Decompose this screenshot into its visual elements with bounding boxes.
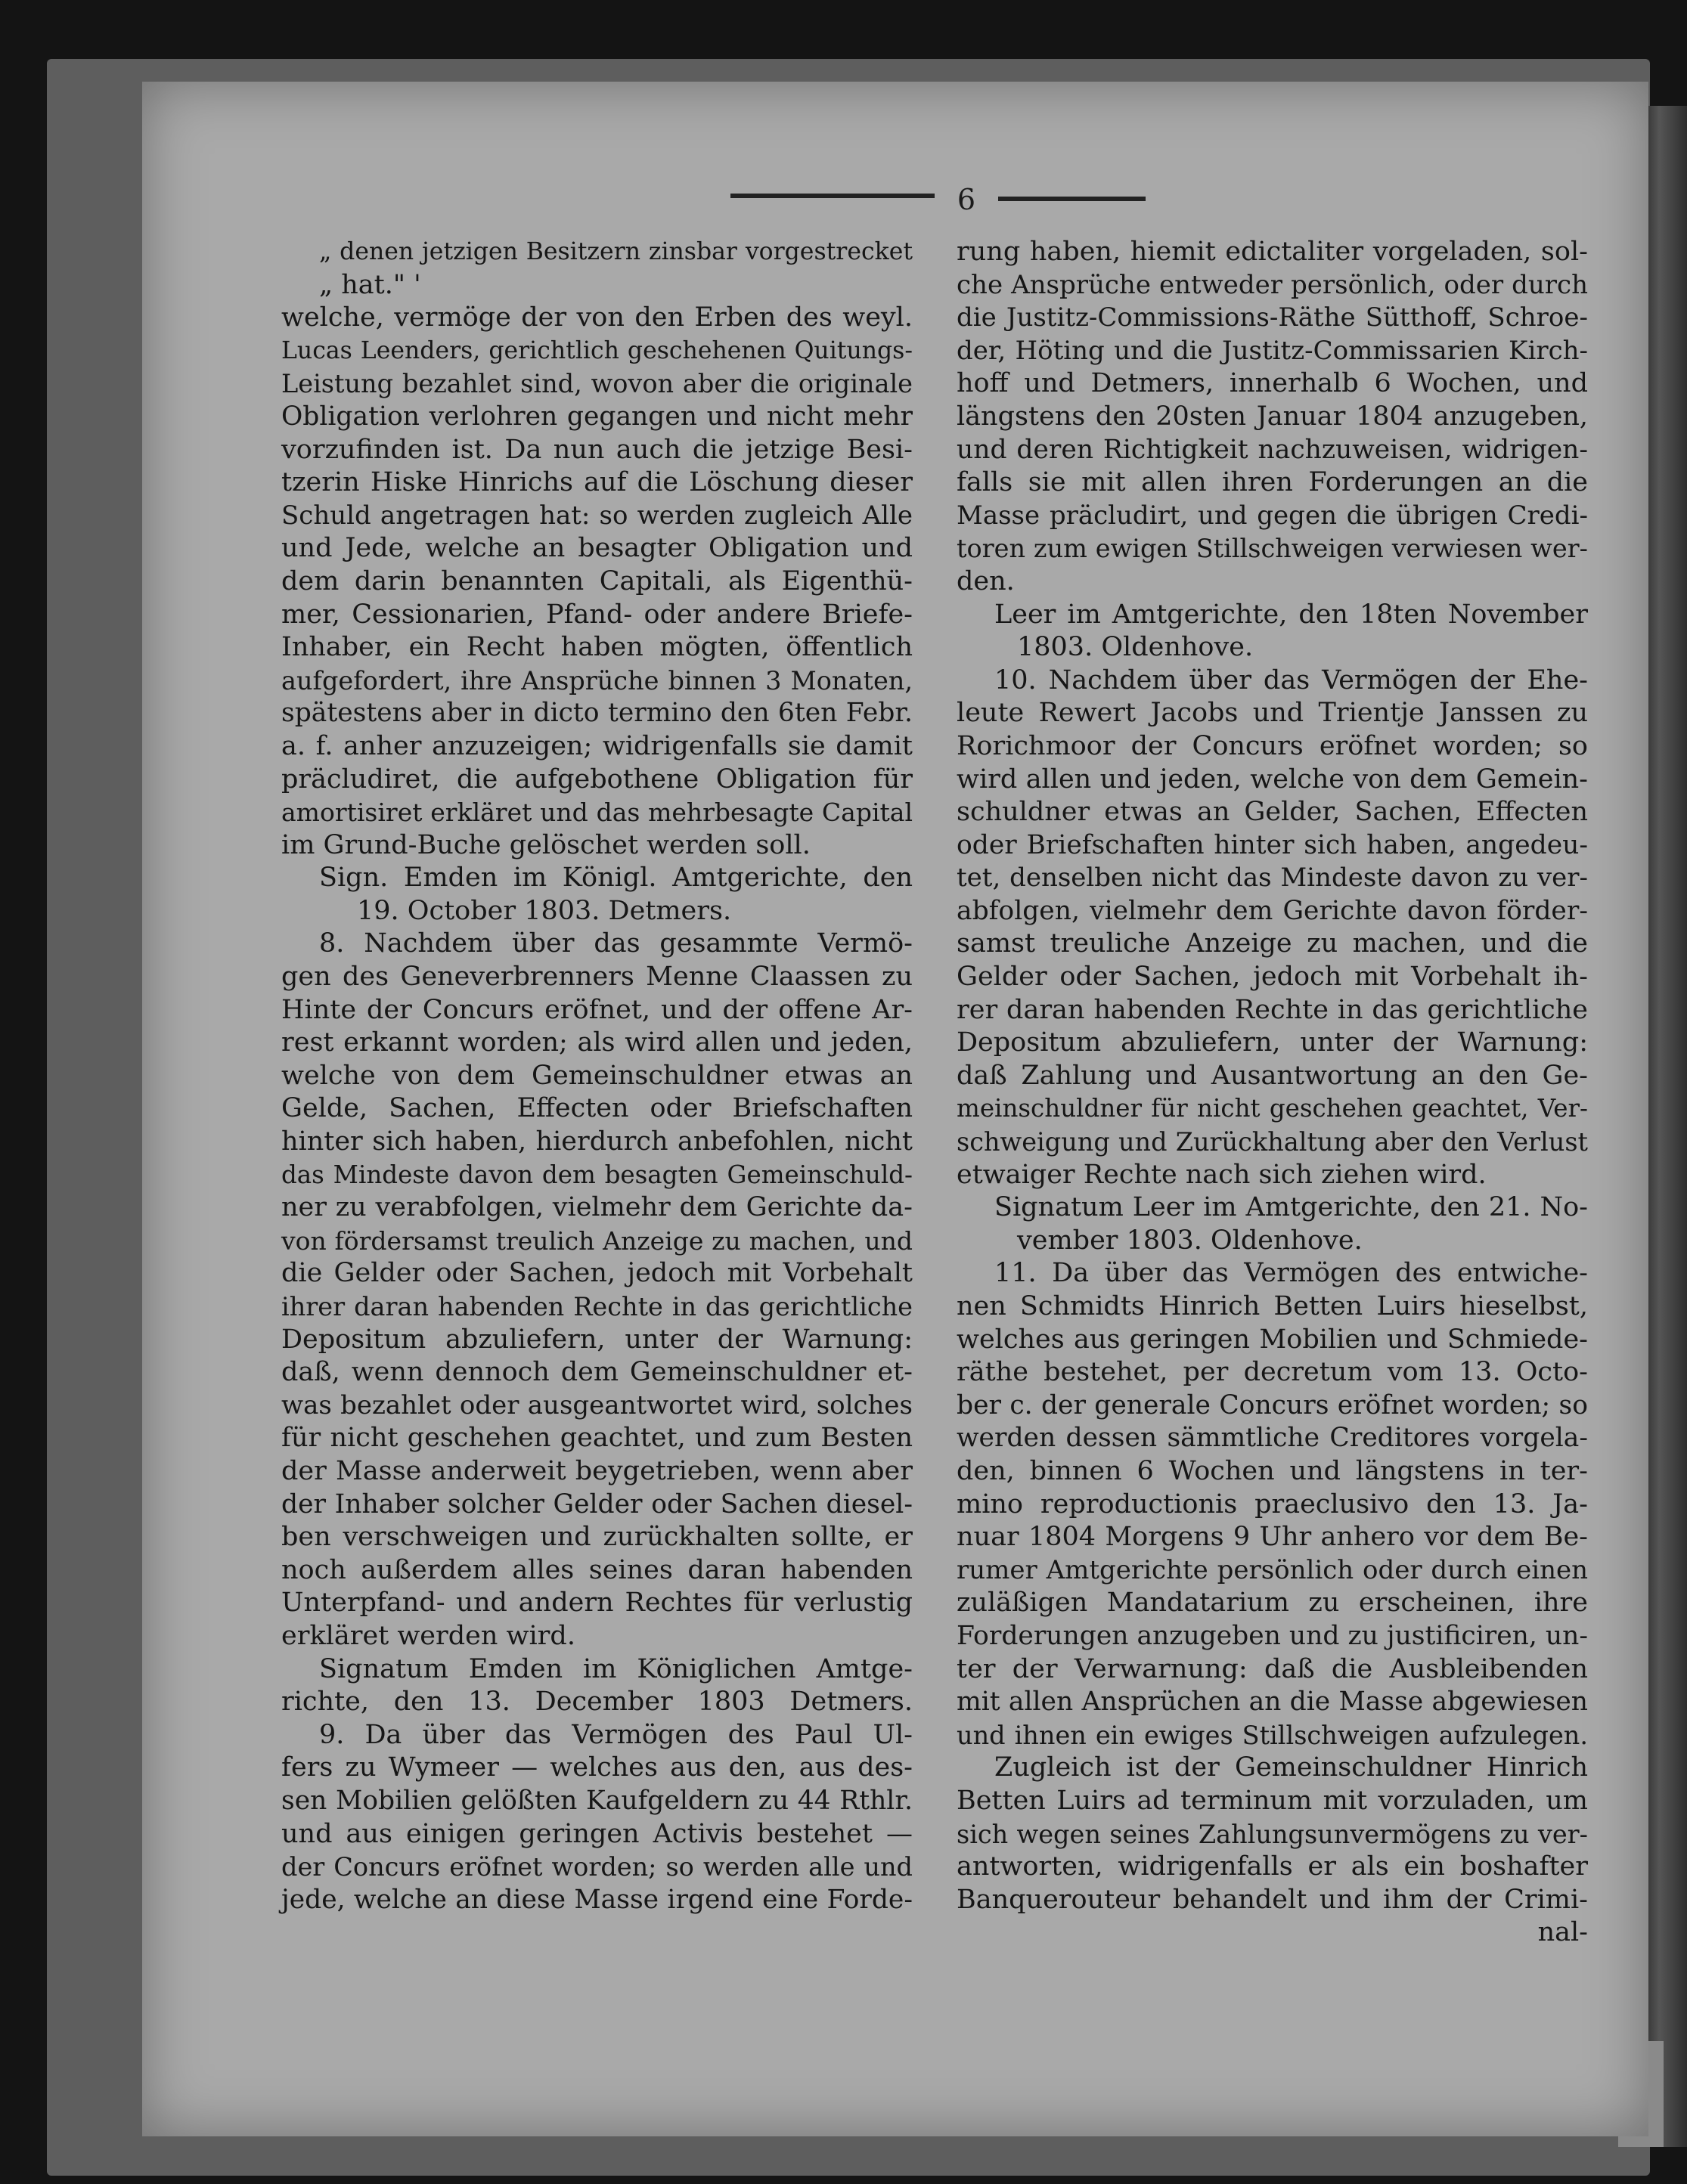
text-line: 1803. Oldenhove. <box>1017 632 1254 663</box>
text-line: Betten Luirs ad terminum mit vorzuladen, um <box>957 1785 1588 1816</box>
text-line: Gelde, Sachen, Effecten oder Briefschaften <box>281 1093 913 1124</box>
text-line: rest erkannt worden; als wird allen und jeden, <box>281 1027 913 1058</box>
text-line: spätestens aber in dicto termino den 6ten Febr. <box>281 698 913 729</box>
text-line: Zugleich ist der Gemeinschuldner Hinrich <box>994 1752 1588 1783</box>
text-line: 19. October 1803. Detmers. <box>357 895 732 926</box>
text-line: im Grund-Buche gelöschet werden soll. <box>281 829 811 860</box>
text-line: welches aus geringen Mobilien und Schmiede- <box>957 1324 1588 1355</box>
text-line: Sign. Emden im Königl. Amtgerichte, den <box>319 863 913 894</box>
text-line: aufgefordert, ihre Ansprüche binnen 3 Monaten, <box>281 665 913 695</box>
left-column <box>281 236 913 1916</box>
page-header <box>726 178 1180 224</box>
text-line: nen Schmidts Hinrich Betten Luirs hieselbst, <box>957 1291 1588 1321</box>
text-line: der Inhaber solcher Gelder oder Sachen diesel- <box>281 1489 913 1520</box>
text-line: ner zu verabfolgen, vielmehr dem Gerichte da- <box>281 1192 913 1223</box>
text-line: schuldner etwas an Gelder, Sachen, Effecten <box>957 797 1588 828</box>
text-line: vorzufinden ist. Da nun auch die jetzige Besi- <box>281 434 913 465</box>
text-line: ben verschweigen und zurückhalten sollte, er <box>281 1522 913 1553</box>
text-line: samst treuliche Anzeige zu machen, und die <box>957 928 1588 959</box>
text-line: jede, welche an diese Masse irgend eine Forde- <box>281 1884 913 1915</box>
text-line: gen des Geneverbrenners Menne Claassen zu <box>281 962 913 993</box>
text-line: antworten, widrigenfalls er als ein boshafter <box>957 1851 1588 1882</box>
text-line: mino reproductionis praeclusivo den 13. Ja- <box>957 1489 1588 1520</box>
text-line: Signatum Leer im Amtgerichte, den 21. No- <box>994 1192 1588 1223</box>
text-line: abfolgen, vielmehr dem Gerichte davon förder- <box>957 895 1588 926</box>
catchword: nal- <box>1537 1917 1588 1948</box>
text-line: ber c. der generale Concurs eröfnet worden; so <box>957 1389 1588 1420</box>
text-line: Masse präcludirt, und gegen die übrigen Credi- <box>957 500 1588 531</box>
text-line: ter der Verwarnung: daß die Ausbleibenden <box>957 1653 1588 1684</box>
text-line: tet, denselben nicht das Mindeste davon zu ver- <box>957 863 1588 894</box>
text-line: „ hat." ' <box>319 269 421 300</box>
text-line: richte, den 13. December 1803 Detmers. <box>281 1687 913 1718</box>
text-line: schweigung und Zurückhaltung aber den Verlust <box>957 1127 1588 1157</box>
text-line: Leistung bezahlet sind, wovon aber die originale <box>281 369 913 399</box>
text-line: amortisiret erkläret und das mehrbesagte Capital <box>281 798 913 828</box>
text-line: Unterpfand- und andern Rechtes für verlustig <box>281 1588 913 1619</box>
text-line: den, binnen 6 Wochen und längstens in ter- <box>957 1455 1588 1486</box>
text-line: Obligation verlohren gegangen und nicht mehr <box>281 401 913 432</box>
text-line: meinschuldner für nicht geschehen geachtet, Ver- <box>957 1094 1588 1123</box>
text-line: die Gelder oder Sachen, jedoch mit Vorbehalt <box>281 1258 913 1289</box>
right-column <box>957 236 1588 1950</box>
text-line: das Mindeste davon dem besagten Gemeinschuld- <box>281 1160 913 1189</box>
text-line: leute Rewert Jacobs und Trientje Janssen zu <box>957 698 1588 729</box>
text-line: nuar 1804 Morgens 9 Uhr anhero vor dem Be- <box>957 1522 1588 1553</box>
text-line: und aus einigen geringen Activis bestehet — <box>281 1818 913 1849</box>
text-line: falls sie mit allen ihren Forderungen an die <box>957 467 1588 498</box>
text-line: welche, vermöge der von den Erben des weyl. <box>281 302 913 333</box>
text-line: erkläret werden wird. <box>281 1620 575 1651</box>
text-line: der Concurs eröfnet worden; so werden alle und <box>281 1852 913 1882</box>
text-line: Depositum abzuliefern, unter der Warnung: <box>957 1027 1588 1058</box>
text-line: dem darin benannten Capitali, als Eigenthü- <box>281 565 913 596</box>
text-line: wird allen und jeden, welche von dem Gemein- <box>957 764 1588 795</box>
text-line: längstens den 20sten Januar 1804 anzugeben, <box>957 401 1588 432</box>
text-line: Rorichmoor der Concurs eröfnet worden; so <box>957 730 1588 761</box>
text-line: hinter sich haben, hierdurch anbefohlen, nicht <box>281 1126 913 1157</box>
text-line: Lucas Leenders, gerichtlich geschehenen Quitungs- <box>281 336 913 364</box>
text-line: Inhaber, ein Recht haben mögten, öffentlich <box>281 632 913 663</box>
text-line: und ihnen ein ewiges Stillschweigen aufzulegen. <box>957 1720 1588 1750</box>
text-line: ihrer daran habenden Rechte in das gerichtliche <box>281 1292 913 1321</box>
text-line: und Jede, welche an besagter Obligation und <box>281 533 913 564</box>
text-line: Leer im Amtgerichte, den 18ten November <box>994 599 1588 630</box>
text-line: zuläßigen Mandatarium zu erscheinen, ihre <box>957 1588 1588 1619</box>
text-line: etwaiger Rechte nach sich ziehen wird. <box>957 1159 1487 1190</box>
text-line: für nicht geschehen geachtet, und zum Besten <box>281 1423 913 1454</box>
text-line: Schuld angetragen hat: so werden zugleich Alle <box>281 500 913 531</box>
text-line: sen Mobilien gelößten Kaufgeldern zu 44 Rthlr. <box>281 1785 913 1816</box>
text-line: che Ansprüche entweder persönlich, oder durch <box>957 269 1588 300</box>
text-line: werden dessen sämmtliche Creditores vorgela- <box>957 1423 1588 1454</box>
text-line: tzerin Hiske Hinrichs auf die Löschung dieser <box>281 467 913 498</box>
text-line: den. <box>957 565 1015 596</box>
text-line: Banquerouteur behandelt und ihm der Crimi- <box>957 1884 1588 1915</box>
text-line: toren zum ewigen Stillschweigen verwiesen wer- <box>957 534 1588 564</box>
text-line: daß Zahlung und Ausantwortung an den Ge- <box>957 1060 1588 1091</box>
text-line: oder Briefschaften hinter sich haben, angedeu- <box>957 829 1588 860</box>
text-line: der, Höting und die Justitz-Commissarien Kirch- <box>957 335 1588 366</box>
text-line: Hinte der Concurs eröfnet, und der offene Ar- <box>281 994 913 1025</box>
text-line: und deren Richtigkeit nachzuweisen, widrigen- <box>957 434 1588 465</box>
text-line: 9. Da über das Vermögen des Paul Ul- <box>319 1719 913 1750</box>
text-line: Forderungen anzugeben und zu justificiren, un- <box>957 1620 1588 1651</box>
text-line: mit allen Ansprüchen an die Masse abgewiesen <box>957 1687 1588 1718</box>
text-line: die Justitz-Commissions-Räthe Sütthoff, Schroe- <box>957 302 1588 333</box>
text-line: der Masse anderweit beygetrieben, wenn aber <box>281 1455 913 1486</box>
text-line: daß, wenn dennoch dem Gemeinschuldner et- <box>281 1357 913 1388</box>
text-line: welche von dem Gemeinschuldner etwas an <box>281 1060 913 1091</box>
text-line: mer, Cessionarien, Pfand- oder andere Briefe- <box>281 599 913 630</box>
text-line: noch außerdem alles seines daran habenden <box>281 1554 913 1585</box>
text-line: räthe bestehet, per decretum vom 13. Octo- <box>957 1357 1588 1388</box>
header-rule-right <box>998 197 1146 201</box>
text-line: Depositum abzuliefern, unter der Warnung: <box>281 1324 913 1355</box>
text-line: was bezahlet oder ausgeantwortet wird, solches <box>281 1389 913 1420</box>
text-line: rumer Amtgerichte persönlich oder durch einen <box>957 1554 1588 1585</box>
text-line: vember 1803. Oldenhove. <box>1017 1225 1363 1256</box>
text-line: sich wegen seines Zahlungsunvermögens zu ver- <box>957 1819 1588 1849</box>
page-number: 6 <box>957 183 976 216</box>
text-line: 11. Da über das Vermögen des entwiche- <box>994 1258 1588 1289</box>
text-line: a. f. anher anzuzeigen; widrigenfalls sie damit <box>281 730 913 761</box>
text-line: rung haben, hiemit edictaliter vorgeladen, sol- <box>957 237 1588 267</box>
text-line: Signatum Emden im Königlichen Amtge- <box>319 1653 913 1684</box>
text-line: „ denen jetzigen Besitzern zinsbar vorgestrecket <box>319 238 913 265</box>
text-line: 10. Nachdem über das Vermögen der Ehe- <box>994 664 1588 695</box>
text-line: von fördersamst treulich Anzeige zu machen, und <box>281 1225 913 1256</box>
text-line: hoff und Detmers, innerhalb 6 Wochen, und <box>957 368 1588 399</box>
text-line: Gelder oder Sachen, jedoch mit Vorbehalt ih- <box>957 962 1588 993</box>
text-line: präcludiret, die aufgebothene Obligation für <box>281 764 913 795</box>
text-line: 8. Nachdem über das gesammte Vermö- <box>319 928 913 959</box>
text-line: fers zu Wymeer — welches aus den, aus des- <box>281 1752 913 1783</box>
header-rule-left <box>730 194 935 198</box>
text-line: rer daran habenden Rechte in das gerichtliche <box>957 994 1588 1025</box>
